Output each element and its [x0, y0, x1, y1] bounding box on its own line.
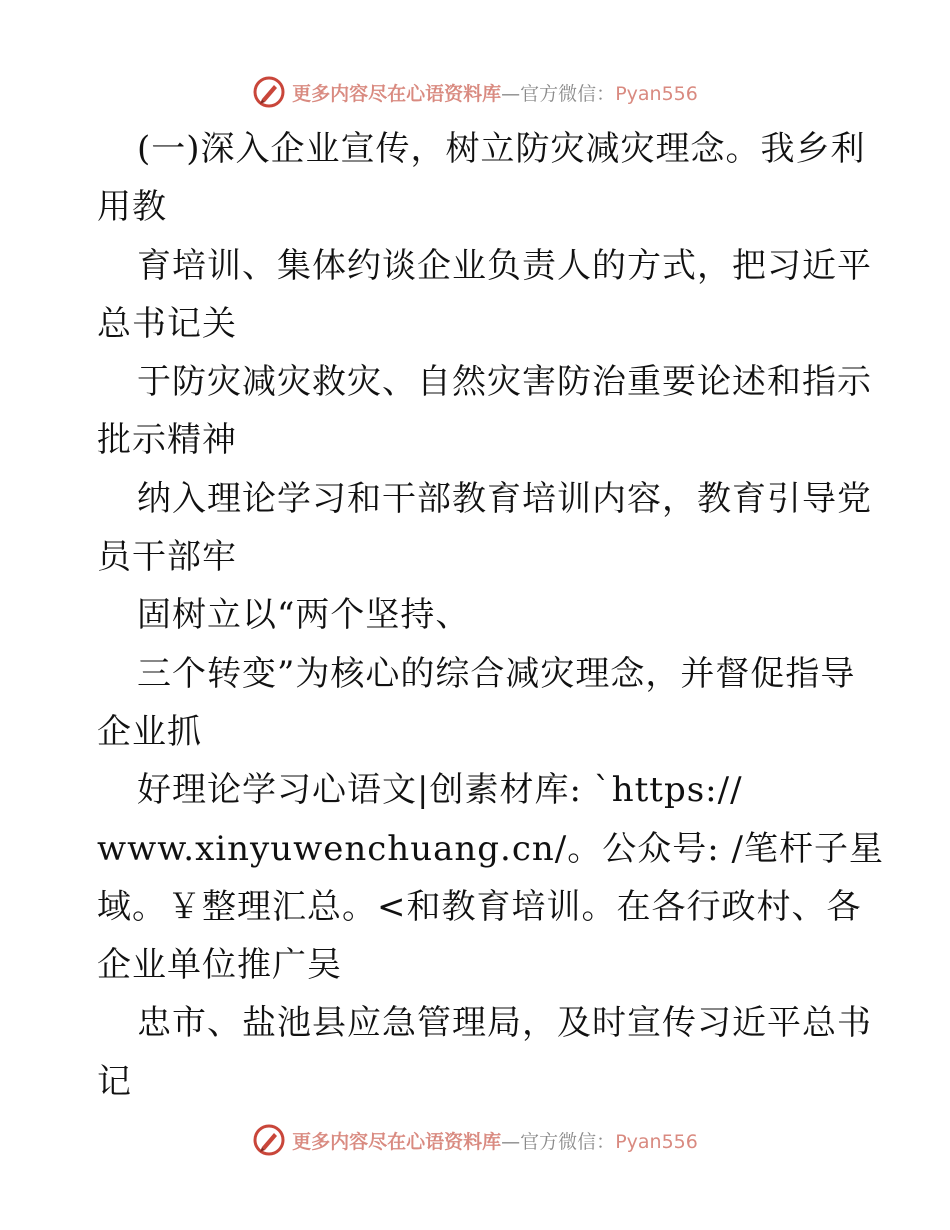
- document-body: [97, 120, 884, 1111]
- banner-main-text: 更多内容尽在心语资料库: [292, 1130, 502, 1153]
- banner-account: Pyan556: [615, 82, 698, 105]
- banner-main-text: 更多内容尽在心语资料库: [292, 82, 502, 105]
- text-line: 用教: [97, 187, 167, 228]
- text-line: 员干部牢: [97, 537, 237, 578]
- text-line: 企业单位推广吴: [97, 945, 342, 986]
- text-line: www.xinyuwenchuang.cn/。公众号: /笔杆子星: [97, 828, 884, 869]
- text-line: 育培训、集体约谈企业负责人的方式，把习近平: [137, 245, 872, 286]
- pen-logo-icon: [252, 75, 286, 109]
- text-line: 企业抓: [97, 711, 202, 752]
- banner-colon: ：: [596, 82, 616, 105]
- text-line: (一)深入企业宣传，树立防灾减灾理念。我乡利: [137, 129, 866, 169]
- text-line: 批示精神: [97, 420, 237, 461]
- text-line: 纳入理论学习和干部教育培训内容，教育引导党: [137, 478, 872, 519]
- pen-logo-icon: [252, 1123, 286, 1157]
- banner-colon: ：: [596, 1130, 616, 1153]
- banner-text: [292, 1127, 698, 1154]
- text-line: 记: [97, 1061, 132, 1102]
- text-line: 域。￥整理汇总。<和教育培训。在各行政村、各: [97, 886, 862, 927]
- text-line: 忠市、盐池县应急管理局，及时宣传习近平总书: [137, 1003, 872, 1044]
- banner-account: Pyan556: [615, 1130, 698, 1153]
- text-line: 于防灾减灾救灾、自然灾害防治重要论述和指示: [137, 362, 872, 403]
- text-line: 好理论学习心语文|创素材库: `https://: [137, 770, 743, 811]
- banner-dash: —: [501, 1130, 521, 1153]
- banner-official: 官方微信: [520, 82, 597, 105]
- banner-official: 官方微信: [520, 1130, 597, 1153]
- text-line: 固树立以“两个坚持、: [137, 595, 471, 636]
- text-line: 总书记关: [97, 303, 237, 344]
- banner-dash: —: [501, 82, 521, 105]
- header-watermark-banner: [0, 70, 950, 114]
- banner-text: [292, 79, 698, 106]
- footer-watermark-banner: [0, 1118, 950, 1162]
- text-line: 三个转变”为核心的综合减灾理念，并督促指导: [137, 653, 856, 694]
